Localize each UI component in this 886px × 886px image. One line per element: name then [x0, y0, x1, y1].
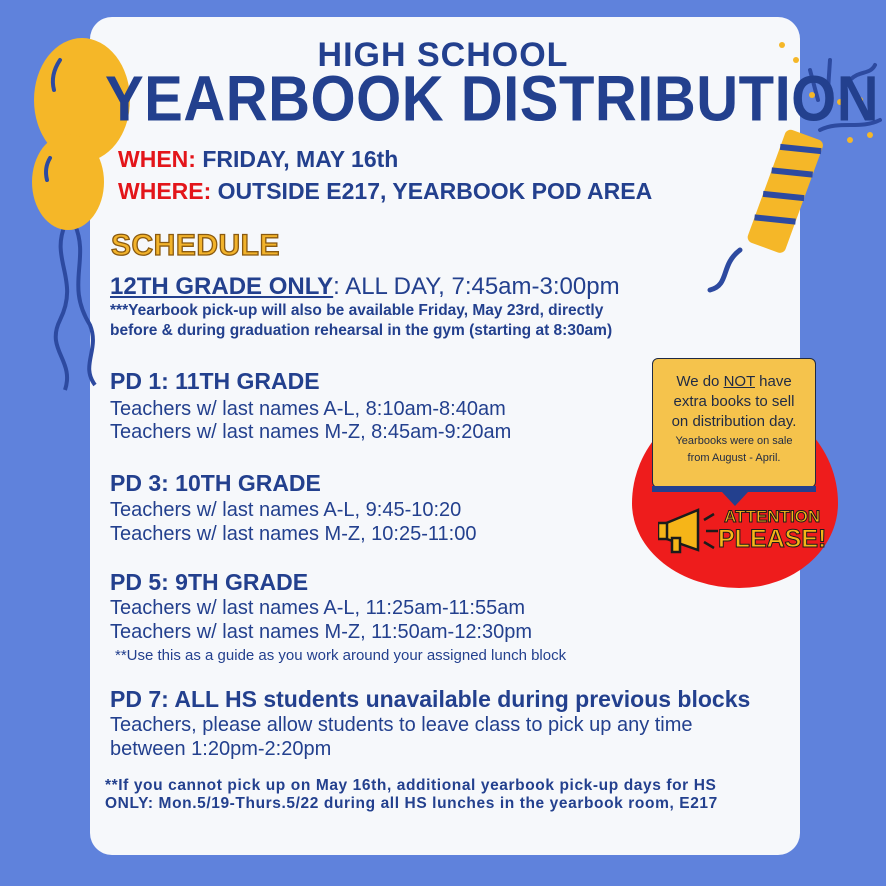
- sign-small1: Yearbooks were on sale: [675, 435, 793, 447]
- sign-line1: We do NOT have: [676, 373, 792, 390]
- pd5-note: **Use this as a guide as you work around your assigned lunch block: [115, 647, 567, 664]
- pd1-line1: Teachers w/ last names A-L, 8:10am-8:40am: [110, 398, 506, 420]
- sign-line3: on distribution day.: [671, 413, 797, 430]
- balloon-string: [75, 225, 95, 385]
- pd3-heading: PD 3: 10TH GRADE: [110, 470, 321, 496]
- pd7-line1: Teachers, please allow students to leave class to pick up any time: [110, 714, 693, 736]
- notice-sign: [652, 358, 816, 488]
- footer-line1: **If you cannot pick up on May 16th, additional yearbook pick-up days for HS: [105, 777, 717, 794]
- grade12-line: [110, 273, 620, 301]
- schedule-heading: SCHEDULE: [111, 229, 281, 262]
- when-line: [118, 146, 398, 173]
- when-label: WHEN:: [118, 146, 196, 172]
- sign-small2: from August - April.: [687, 452, 781, 464]
- megaphone-icon: [658, 506, 720, 556]
- footer-line2: ONLY: Mon.5/19-Thurs.5/22 during all HS lunches in the yearbook room, E217: [105, 795, 718, 812]
- attention-line1: ATTENTION: [724, 507, 821, 526]
- pd1-line2: Teachers w/ last names M-Z, 8:45am-9:20am: [110, 421, 512, 443]
- pd3-line2: Teachers w/ last names M-Z, 10:25-11:00: [110, 523, 477, 545]
- balloon: [32, 134, 104, 230]
- title-top: HIGH SCHOOL: [317, 36, 569, 74]
- where-line: [118, 178, 652, 205]
- where-value: OUTSIDE E217, YEARBOOK POD AREA: [217, 178, 653, 204]
- balloon-string: [56, 225, 67, 390]
- pd5-line1: Teachers w/ last names A-L, 11:25am-11:55am: [110, 597, 526, 619]
- grade12-time: : ALL DAY, 7:45am-3:00pm: [333, 273, 620, 300]
- pd1-heading: PD 1: 11TH GRADE: [110, 368, 320, 394]
- page-title: YEARBOOK DISTRIBUTION: [105, 63, 880, 135]
- where-label: WHERE:: [118, 178, 212, 204]
- attention-line2: PLEASE!: [718, 525, 827, 553]
- grade12-label: 12TH GRADE ONLY: [110, 273, 334, 300]
- pd3-line1: Teachers w/ last names A-L, 9:45-10:20: [110, 499, 462, 521]
- sign-pointer: [650, 486, 820, 508]
- pd5-heading: PD 5: 9TH GRADE: [110, 569, 309, 595]
- attention-text: [718, 506, 827, 553]
- when-value: FRIDAY, MAY 16th: [202, 146, 399, 172]
- sign-line2: extra books to sell: [673, 393, 795, 410]
- grade12-note-line1: ***Yearbook pick-up will also be available Friday, May 23rd, directly: [110, 302, 604, 319]
- grade12-note-line2: before & during graduation rehearsal in the gym (starting at 8:30am): [110, 322, 613, 339]
- pd7-heading: PD 7: ALL HS students unavailable during previous blocks: [110, 686, 751, 712]
- pd5-line2: Teachers w/ last names M-Z, 11:50am-12:30pm: [110, 621, 533, 643]
- pd7-line2: between 1:20pm-2:20pm: [110, 738, 332, 760]
